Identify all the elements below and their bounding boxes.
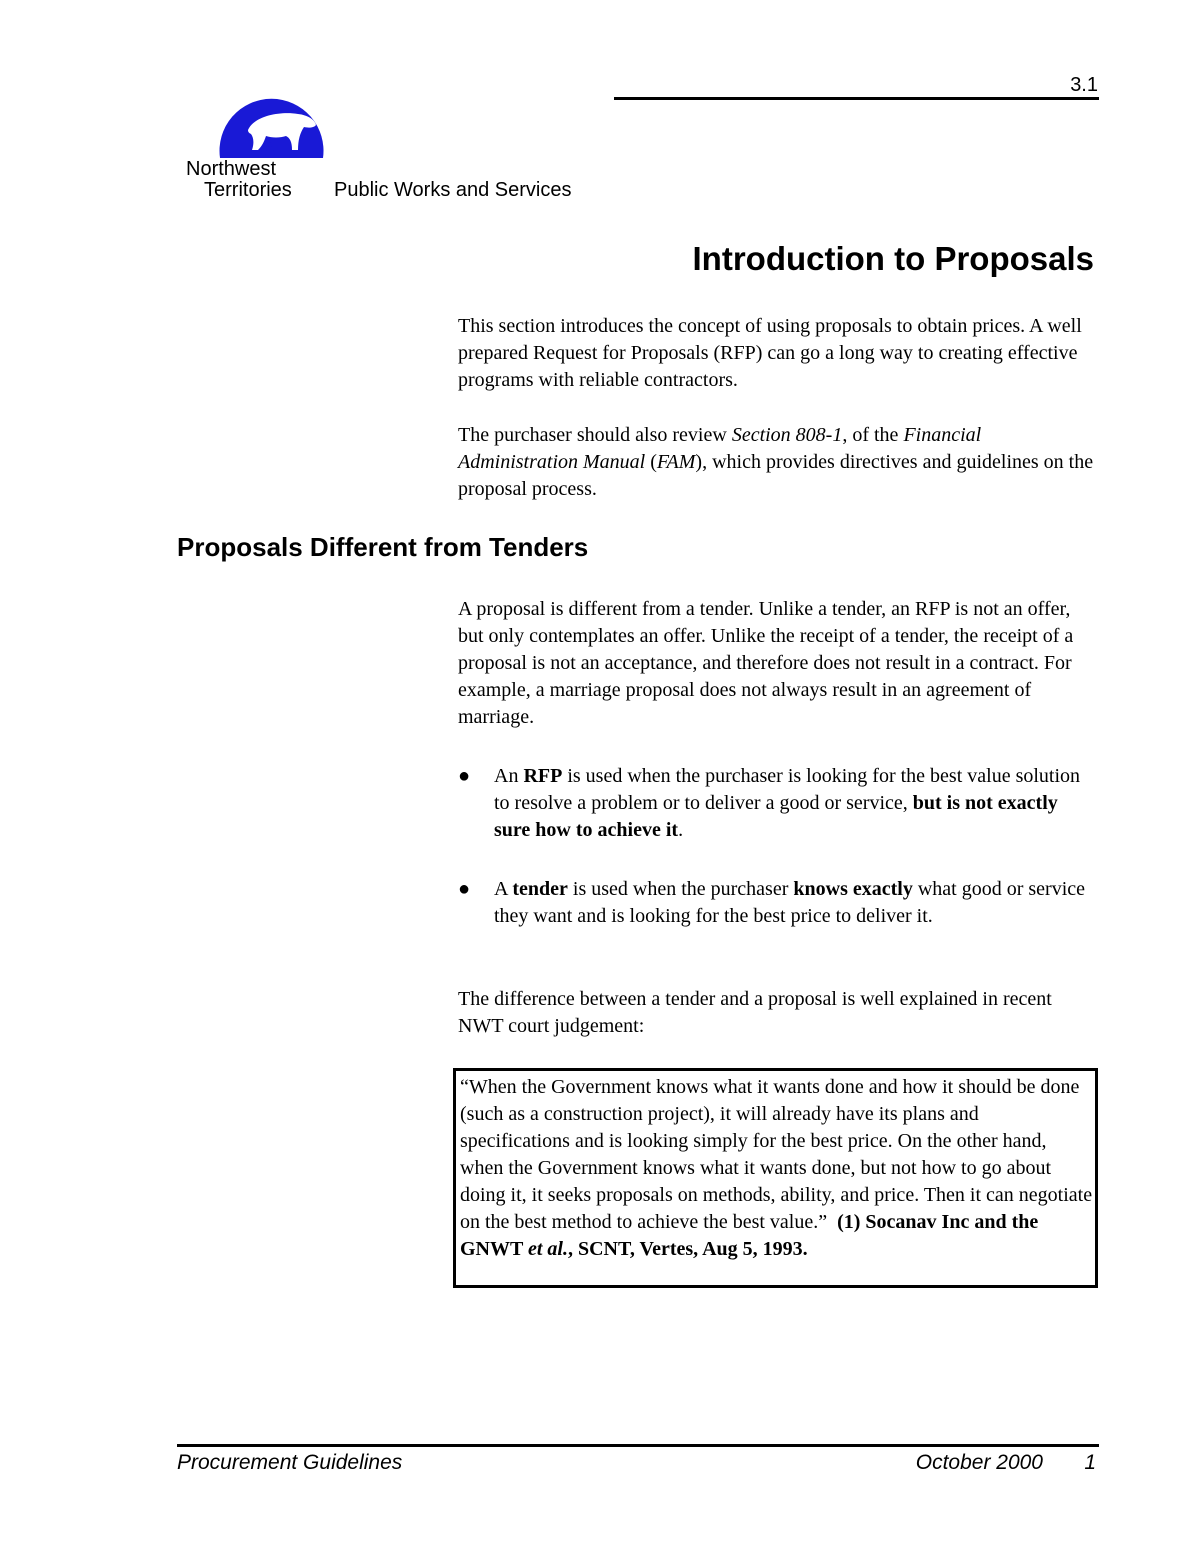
citation-et-al: et al. <box>527 1238 568 1260</box>
court-quote-box <box>453 1068 1098 1288</box>
nwt-logo <box>180 78 620 208</box>
quote-text: “When the Government knows what it wants done and how it should be done (such as a construction project), it will already have its plans and specifications and is looking simply for the best price. On the other hand, when the Government knows what it wants done, but not how to go about doing it, it seeks proposals on methods, ability, and price. Then it can negotiate on the best method to achieve the best value.” <box>460 1076 1093 1233</box>
intro-paragraph: This section introduces the concept of using proposals to obtain prices. A well prepared Request for Proposals (RFP) can go a long way to creating effective programs with reliable contractors. <box>458 315 1082 391</box>
bullet-icon: ● <box>458 765 471 787</box>
citation-text: , SCNT, Vertes, Aug 5, 1993. <box>567 1238 808 1260</box>
bullet-text <box>494 876 1098 930</box>
manual-abbreviation: FAM <box>656 451 696 473</box>
text: ), which provides directives and guidelines on the proposal process. <box>458 451 1094 500</box>
bold-term: RFP <box>523 765 563 787</box>
text: , of the <box>842 424 904 446</box>
department-name: Public Works and Services <box>334 179 572 201</box>
text: An <box>494 765 524 787</box>
text: what good or service they want and is looking for the best price to deliver it. <box>494 878 1086 927</box>
polar-bear-logo-icon <box>218 78 326 160</box>
bullet-icon: ● <box>458 878 471 900</box>
footer-title: Procurement Guidelines <box>177 1451 403 1474</box>
page-title: Introduction to Proposals <box>692 240 1094 277</box>
page-number: 1 <box>1084 1451 1096 1474</box>
text: is used when the purchaser <box>567 878 794 900</box>
section-heading: Proposals Different from Tenders <box>177 532 589 562</box>
manual-title: Financial Administration Manual <box>458 424 982 473</box>
text: is used when the purchaser is looking for the best value solution to resolve a problem or to deliver a good or service, <box>494 765 1081 814</box>
header-rule <box>614 97 1099 100</box>
proposal-definition-paragraph: A proposal is different from a tender. Unlike a tender, an RFP is not an offer, but only contemplates an offer. Unlike the receipt of a tender, the receipt of a proposal is not an acceptance, and therefore does not result in a contract. For example, a marriage proposal does not always result in an agreement of marriage. <box>458 598 1074 728</box>
footer-rule <box>177 1444 1099 1447</box>
section-reference: Section 808-1 <box>731 424 843 446</box>
text: ( <box>645 451 657 473</box>
bold-term: tender <box>512 878 568 900</box>
text: The purchaser should also review <box>458 424 732 446</box>
text: A <box>494 878 513 900</box>
bold-phrase: knows exactly <box>793 878 913 900</box>
footer-date: October 2000 <box>915 1451 1043 1474</box>
logo-text-territories: Territories <box>204 179 292 201</box>
difference-paragraph: The difference between a tender and a proposal is well explained in recent NWT court judgement: <box>458 988 1052 1037</box>
bullet-text <box>494 763 1098 844</box>
section-number: 3.1 <box>1070 74 1098 96</box>
fam-reference-paragraph <box>458 422 1098 503</box>
citation-text: (1) Socanav Inc and the GNWT <box>460 1211 1039 1260</box>
text: . <box>678 819 684 841</box>
bold-phrase: but is not exactly sure how to achieve it <box>494 792 1058 841</box>
logo-text-northwest: Northwest <box>186 158 277 180</box>
